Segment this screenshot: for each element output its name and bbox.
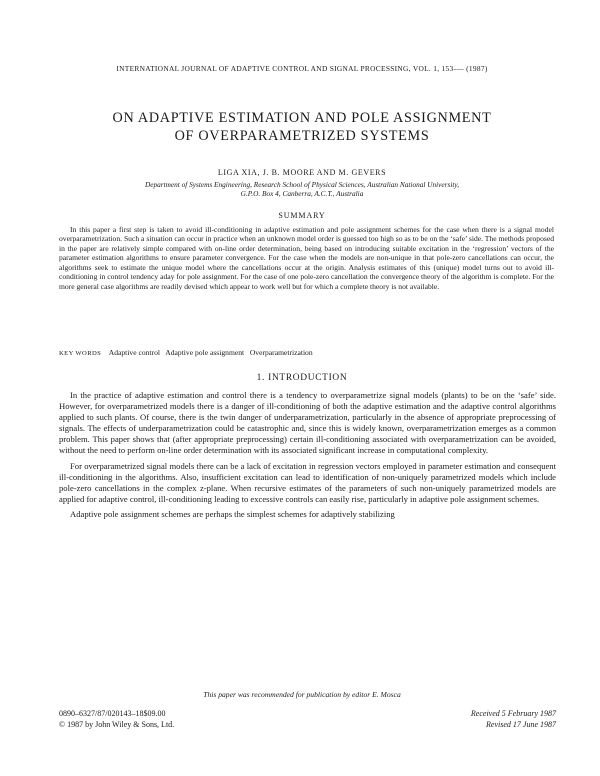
paper-title bbox=[40, 109, 564, 145]
abstract-text: In this paper a first step is taken to avoid ill-conditioning in adaptive estimation and pole assignment schemes for the case when there is a signal model overparametrization. Such a situation can occur in practice when an unknown model order is guessed too high so as to be on the ‘safe’ side. The methods proposed in the paper are relatively simple compared with on-line order determination, being based on introducing suitable excitation in the ‘regression’ vectors of the parameter estimation algorithms to ensure parameter convergence. For the case when the models are non-unique in that pole-zero cancellations can occur, the algorithms seek to estimate the unique model where the cancellations occur at the origin. Analysis estimates of this (unique) model turns out to avoid ill-conditioning in control tendency aday for pole assignment. For the case of one pole-zero cancellation the convergence theory of the algorithm is complete. For the more general case algorithms are readily devised which appear to work well but for which a complete theory is not available. bbox=[59, 225, 554, 291]
abstract bbox=[59, 225, 554, 291]
affiliation-line-2: G.P.O. Box 4, Canberra, A.C.T., Australia bbox=[240, 189, 364, 199]
body-paragraph: For overparametrized signal models there can be a lack of excitation in regression vectors employed in parameter estimation and consequent ill-conditioning in the algorithms. Also, insufficient excitation can lead to identification of non-uniquely parametrized models which include pole-zero cancellations in the complex z-plane. When recursive estimates of the parameters of such non-uniquely parametrized models are applied for adaptive control, ill-conditioning leading to excessive controls can easily rise, particularly in adaptive pole assignment schemes. bbox=[59, 460, 556, 504]
body-paragraph: In the practice of adaptive estimation and control there is a tendency to overparametrize signal models (plants) to be on the ‘safe’ side. However, for overparametrized models there is a danger of ill-conditioning of both the adaptive estimation and the adaptive control algorithms applied to such plants. Of course, there is the twin danger of underparametrization, particularly in the absence of appropriate preprocessing of signals. The effects of underparametrization could be catastrophic and, since this is widely known, overparametrization emerges as a common problem. This paper shows that (after appropriate preprocessing) certain ill-conditioning associated with overparametrization can be avoided, without the need to perform on-line order determination with its associated significant increase in computational complexity. bbox=[59, 390, 556, 456]
title-line-2: OF OVERPARAMETRIZED SYSTEMS bbox=[174, 128, 430, 144]
copyright-block bbox=[59, 708, 174, 730]
issn-code: 0890–6327/87/020143–18$09.00 bbox=[59, 709, 166, 718]
summary-heading: SUMMARY bbox=[278, 211, 326, 220]
affiliation-line-1: Department of Systems Engineering, Research School of Physical Sciences, Australian National University, bbox=[144, 180, 460, 189]
copyright-line: © 1987 by John Wiley & Sons, Ltd. bbox=[59, 720, 175, 729]
author-list: LIGA XIA, J. B. MOORE AND M. GEVERS bbox=[217, 168, 387, 177]
received-dates bbox=[471, 708, 556, 730]
body-paragraph: Adaptive pole assignment schemes are perhaps the simplest schemes for adaptively stabilizing bbox=[70, 508, 395, 519]
keywords-terms: Adaptive control Adaptive pole assignment Overparametrization bbox=[108, 348, 313, 357]
affiliation bbox=[90, 180, 514, 199]
editor-footnote: This paper was recommended for publication by editor E. Mosca bbox=[203, 690, 401, 699]
running-head: INTERNATIONAL JOURNAL OF ADAPTIVE CONTROL AND SIGNAL PROCESSING, VOL. 1, 153-— (1987) bbox=[116, 64, 488, 73]
revised-date: Revised 17 June 1987 bbox=[486, 720, 556, 729]
body-text bbox=[59, 390, 556, 524]
keywords-label: KEY WORDS bbox=[59, 350, 102, 357]
keywords-line bbox=[59, 348, 554, 357]
received-date: Received 5 February 1987 bbox=[470, 709, 556, 718]
title-line-1: ON ADAPTIVE ESTIMATION AND POLE ASSIGNMENT bbox=[112, 110, 492, 126]
section-heading: 1. INTRODUCTION bbox=[256, 373, 348, 383]
